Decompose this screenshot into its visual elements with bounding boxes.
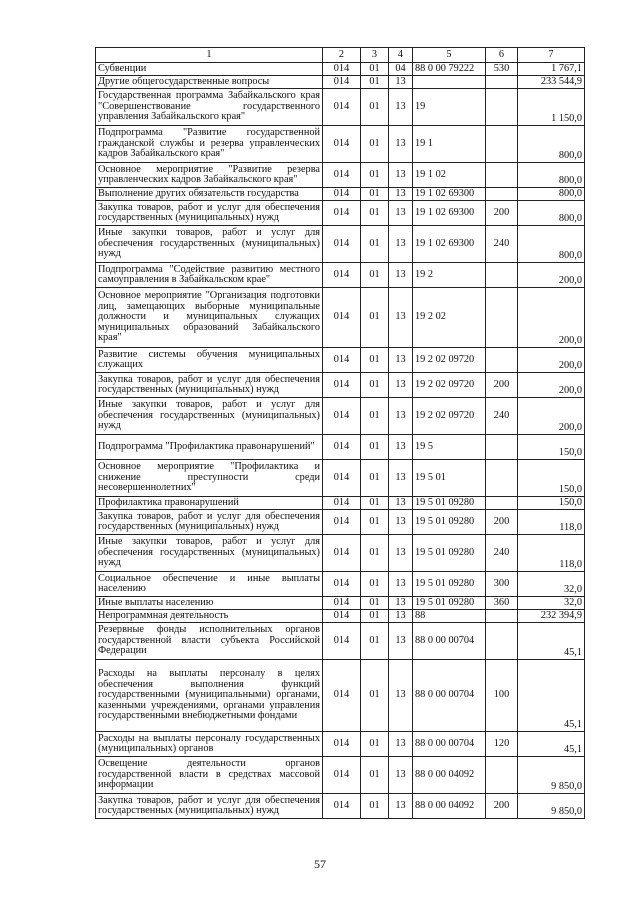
row-name-cell: Подпрограмма "Развитие государственной гражданской службы и резерва управленческих кадров Забайкальского края" — [96, 126, 323, 163]
table-row — [96, 535, 585, 572]
target-article-cell: 19 5 01 09280 — [413, 535, 486, 572]
row-name-cell: Иные закупки товаров, работ и услуг для обеспечения государственных (муниципальных) нужд — [96, 226, 323, 263]
subsection-code-cell: 13 — [389, 572, 413, 597]
row-name-cell: Другие общегосударственные вопросы — [96, 76, 323, 89]
subsection-code-cell: 13 — [389, 435, 413, 460]
target-article-cell: 19 1 02 69300 — [413, 201, 486, 226]
amount-cell: 1 767,1 — [518, 63, 585, 76]
section-code-cell: 01 — [361, 460, 389, 497]
expense-type-cell — [486, 348, 518, 373]
row-name-cell: Основное мероприятие "Организация подготовки лиц, замещающих выборные муниципальные должности и муниципальных служащих муниципальных образований Забайкальского края" — [96, 288, 323, 348]
ministry-code-cell: 014 — [323, 288, 361, 348]
row-name-cell: Иные закупки товаров, работ и услуг для обеспечения государственных (муниципальных) нужд — [96, 398, 323, 435]
row-name-cell: Основное мероприятие "Профилактика и снижение преступности среди несовершеннолетних" — [96, 460, 323, 497]
subsection-code-cell: 04 — [389, 63, 413, 76]
subsection-code-cell: 13 — [389, 398, 413, 435]
header-cell: 3 — [361, 48, 389, 63]
row-name-cell: Расходы на выплаты персоналу государственных (муниципальных) органов — [96, 732, 323, 757]
table-row — [96, 163, 585, 188]
target-article-cell: 88 0 00 00704 — [413, 660, 486, 732]
subsection-code-cell: 13 — [389, 757, 413, 794]
expense-type-cell: 120 — [486, 732, 518, 757]
table-row — [96, 794, 585, 819]
subsection-code-cell: 13 — [389, 510, 413, 535]
table-row — [96, 288, 585, 348]
amount-cell: 200,0 — [518, 348, 585, 373]
expense-type-cell — [486, 89, 518, 126]
target-article-cell: 19 5 01 09280 — [413, 572, 486, 597]
target-article-cell: 88 0 00 79222 — [413, 63, 486, 76]
subsection-code-cell: 13 — [389, 597, 413, 610]
section-code-cell: 01 — [361, 535, 389, 572]
table-row — [96, 623, 585, 660]
section-code-cell: 01 — [361, 126, 389, 163]
subsection-code-cell: 13 — [389, 89, 413, 126]
amount-cell: 45,1 — [518, 660, 585, 732]
section-code-cell: 01 — [361, 373, 389, 398]
amount-cell: 118,0 — [518, 510, 585, 535]
expense-type-cell — [486, 497, 518, 510]
amount-cell: 800,0 — [518, 201, 585, 226]
target-article-cell: 88 0 00 00704 — [413, 623, 486, 660]
ministry-code-cell: 014 — [323, 163, 361, 188]
row-name-cell: Основное мероприятие "Развитие резерва управленческих кадров Забайкальского края" — [96, 163, 323, 188]
subsection-code-cell: 13 — [389, 348, 413, 373]
amount-cell: 32,0 — [518, 597, 585, 610]
expense-type-cell: 100 — [486, 660, 518, 732]
ministry-code-cell: 014 — [323, 188, 361, 201]
expense-type-cell: 200 — [486, 373, 518, 398]
section-code-cell: 01 — [361, 89, 389, 126]
section-code-cell: 01 — [361, 263, 389, 288]
target-article-cell: 88 0 00 04092 — [413, 757, 486, 794]
expense-type-cell: 360 — [486, 597, 518, 610]
row-name-cell: Иные закупки товаров, работ и услуг для обеспечения государственных (муниципальных) нужд — [96, 535, 323, 572]
subsection-code-cell: 13 — [389, 263, 413, 288]
row-name-cell: Социальное обеспечение и иные выплаты населению — [96, 572, 323, 597]
subsection-code-cell: 13 — [389, 497, 413, 510]
table-row — [96, 610, 585, 623]
header-cell: 7 — [518, 48, 585, 63]
section-code-cell: 01 — [361, 597, 389, 610]
ministry-code-cell: 014 — [323, 460, 361, 497]
section-code-cell: 01 — [361, 288, 389, 348]
header-cell: 1 — [96, 48, 323, 63]
section-code-cell: 01 — [361, 572, 389, 597]
ministry-code-cell: 014 — [323, 201, 361, 226]
table-row — [96, 497, 585, 510]
table-row — [96, 263, 585, 288]
target-article-cell: 19 2 02 — [413, 288, 486, 348]
target-article-cell: 88 0 00 00704 — [413, 732, 486, 757]
section-code-cell: 01 — [361, 63, 389, 76]
section-code-cell: 01 — [361, 510, 389, 535]
expense-type-cell: 240 — [486, 535, 518, 572]
amount-cell: 32,0 — [518, 572, 585, 597]
amount-cell: 800,0 — [518, 188, 585, 201]
amount-cell: 150,0 — [518, 460, 585, 497]
section-code-cell: 01 — [361, 226, 389, 263]
ministry-code-cell: 014 — [323, 794, 361, 819]
expense-type-cell — [486, 623, 518, 660]
expense-type-cell: 240 — [486, 398, 518, 435]
expense-type-cell — [486, 76, 518, 89]
row-name-cell: Расходы на выплаты персоналу в целях обеспечения выполнения функций государственными (муниципальными) органами, казенными учреждениями, органами управления государственными внебюджетными фондами — [96, 660, 323, 732]
table-row — [96, 201, 585, 226]
expense-type-cell — [486, 288, 518, 348]
table-row — [96, 126, 585, 163]
section-code-cell: 01 — [361, 660, 389, 732]
amount-cell: 800,0 — [518, 163, 585, 188]
section-code-cell: 01 — [361, 201, 389, 226]
subsection-code-cell: 13 — [389, 535, 413, 572]
table-row — [96, 460, 585, 497]
table-row — [96, 597, 585, 610]
page-number: 57 — [314, 857, 326, 871]
amount-cell: 45,1 — [518, 623, 585, 660]
expense-type-cell — [486, 435, 518, 460]
row-name-cell: Закупка товаров, работ и услуг для обеспечения государственных (муниципальных) нужд — [96, 373, 323, 398]
target-article-cell: 19 5 01 09280 — [413, 597, 486, 610]
subsection-code-cell: 13 — [389, 201, 413, 226]
ministry-code-cell: 014 — [323, 63, 361, 76]
ministry-code-cell: 014 — [323, 497, 361, 510]
row-name-cell: Выполнение других обязательств государства — [96, 188, 323, 201]
ministry-code-cell: 014 — [323, 126, 361, 163]
amount-cell: 118,0 — [518, 535, 585, 572]
target-article-cell: 88 — [413, 610, 486, 623]
row-name-cell: Освещение деятельности органов государственной власти в средствах массовой информации — [96, 757, 323, 794]
amount-cell: 9 850,0 — [518, 794, 585, 819]
table-row — [96, 76, 585, 89]
target-article-cell: 19 5 — [413, 435, 486, 460]
table-row — [96, 732, 585, 757]
target-article-cell: 19 2 — [413, 263, 486, 288]
section-code-cell: 01 — [361, 188, 389, 201]
target-article-cell: 88 0 00 04092 — [413, 794, 486, 819]
target-article-cell: 19 2 02 09720 — [413, 348, 486, 373]
table-row — [96, 188, 585, 201]
expense-type-cell — [486, 757, 518, 794]
row-name-cell: Развитие системы обучения муниципальных служащих — [96, 348, 323, 373]
section-code-cell: 01 — [361, 757, 389, 794]
expense-type-cell: 240 — [486, 226, 518, 263]
ministry-code-cell: 014 — [323, 348, 361, 373]
amount-cell: 232 394,9 — [518, 610, 585, 623]
ministry-code-cell: 014 — [323, 623, 361, 660]
subsection-code-cell: 13 — [389, 623, 413, 660]
expense-type-cell: 200 — [486, 510, 518, 535]
subsection-code-cell: 13 — [389, 794, 413, 819]
subsection-code-cell: 13 — [389, 126, 413, 163]
target-article-cell: 19 5 01 — [413, 460, 486, 497]
target-article-cell: 19 1 — [413, 126, 486, 163]
row-name-cell: Закупка товаров, работ и услуг для обеспечения государственных (муниципальных) нужд — [96, 794, 323, 819]
row-name-cell: Непрограммная деятельность — [96, 610, 323, 623]
header-cell: 4 — [389, 48, 413, 63]
target-article-cell: 19 1 02 69300 — [413, 226, 486, 263]
table-row — [96, 226, 585, 263]
expense-type-cell — [486, 263, 518, 288]
subsection-code-cell: 13 — [389, 660, 413, 732]
ministry-code-cell: 014 — [323, 610, 361, 623]
row-name-cell: Закупка товаров, работ и услуг для обеспечения государственных (муниципальных) нужд — [96, 201, 323, 226]
table-row — [96, 373, 585, 398]
subsection-code-cell: 13 — [389, 373, 413, 398]
amount-cell: 150,0 — [518, 435, 585, 460]
amount-cell: 200,0 — [518, 263, 585, 288]
expense-type-cell: 530 — [486, 63, 518, 76]
ministry-code-cell: 014 — [323, 226, 361, 263]
section-code-cell: 01 — [361, 398, 389, 435]
row-name-cell: Закупка товаров, работ и услуг для обеспечения государственных (муниципальных) нужд — [96, 510, 323, 535]
amount-cell: 233 544,9 — [518, 76, 585, 89]
budget-table — [95, 47, 585, 819]
section-code-cell: 01 — [361, 610, 389, 623]
subsection-code-cell: 13 — [389, 460, 413, 497]
section-code-cell: 01 — [361, 348, 389, 373]
ministry-code-cell: 014 — [323, 732, 361, 757]
table-row — [96, 510, 585, 535]
ministry-code-cell: 014 — [323, 435, 361, 460]
row-name-cell: Субвенции — [96, 63, 323, 76]
expense-type-cell — [486, 460, 518, 497]
subsection-code-cell: 13 — [389, 288, 413, 348]
row-name-cell: Подпрограмма "Содействие развитию местного самоуправления в Забайкальском крае" — [96, 263, 323, 288]
expense-type-cell: 200 — [486, 794, 518, 819]
row-name-cell: Профилактика правонарушений — [96, 497, 323, 510]
expense-type-cell — [486, 163, 518, 188]
amount-cell: 200,0 — [518, 288, 585, 348]
section-code-cell: 01 — [361, 497, 389, 510]
expense-type-cell: 200 — [486, 201, 518, 226]
table-row — [96, 572, 585, 597]
row-name-cell: Подпрограмма "Профилактика правонарушений" — [96, 435, 323, 460]
ministry-code-cell: 014 — [323, 597, 361, 610]
target-article-cell: 19 5 01 09280 — [413, 497, 486, 510]
amount-cell: 200,0 — [518, 373, 585, 398]
amount-cell: 800,0 — [518, 226, 585, 263]
header-row — [96, 48, 585, 63]
subsection-code-cell: 13 — [389, 163, 413, 188]
ministry-code-cell: 014 — [323, 757, 361, 794]
amount-cell: 1 150,0 — [518, 89, 585, 126]
expense-type-cell — [486, 126, 518, 163]
row-name-cell: Резервные фонды исполнительных органов государственной власти субъекта Российской Федерации — [96, 623, 323, 660]
amount-cell: 45,1 — [518, 732, 585, 757]
section-code-cell: 01 — [361, 76, 389, 89]
header-cell: 5 — [413, 48, 486, 63]
row-name-cell: Государственная программа Забайкальского края "Совершенствование государственного управления Забайкальского края" — [96, 89, 323, 126]
subsection-code-cell: 13 — [389, 76, 413, 89]
ministry-code-cell: 014 — [323, 510, 361, 535]
header-cell: 2 — [323, 48, 361, 63]
section-code-cell: 01 — [361, 435, 389, 460]
table-row — [96, 398, 585, 435]
ministry-code-cell: 014 — [323, 660, 361, 732]
target-article-cell — [413, 76, 486, 89]
ministry-code-cell: 014 — [323, 373, 361, 398]
expense-type-cell: 300 — [486, 572, 518, 597]
section-code-cell: 01 — [361, 163, 389, 188]
subsection-code-cell: 13 — [389, 188, 413, 201]
table-row — [96, 435, 585, 460]
target-article-cell: 19 — [413, 89, 486, 126]
expense-type-cell — [486, 610, 518, 623]
subsection-code-cell: 13 — [389, 226, 413, 263]
ministry-code-cell: 014 — [323, 263, 361, 288]
ministry-code-cell: 014 — [323, 89, 361, 126]
target-article-cell: 19 2 02 09720 — [413, 373, 486, 398]
table-row — [96, 89, 585, 126]
target-article-cell: 19 1 02 — [413, 163, 486, 188]
expense-type-cell — [486, 188, 518, 201]
amount-cell: 150,0 — [518, 497, 585, 510]
table-row — [96, 757, 585, 794]
target-article-cell: 19 5 01 09280 — [413, 510, 486, 535]
target-article-cell: 19 2 02 09720 — [413, 398, 486, 435]
subsection-code-cell: 13 — [389, 732, 413, 757]
ministry-code-cell: 014 — [323, 572, 361, 597]
ministry-code-cell: 014 — [323, 76, 361, 89]
amount-cell: 800,0 — [518, 126, 585, 163]
section-code-cell: 01 — [361, 623, 389, 660]
header-cell: 6 — [486, 48, 518, 63]
section-code-cell: 01 — [361, 732, 389, 757]
target-article-cell: 19 1 02 69300 — [413, 188, 486, 201]
section-code-cell: 01 — [361, 794, 389, 819]
ministry-code-cell: 014 — [323, 535, 361, 572]
subsection-code-cell: 13 — [389, 610, 413, 623]
amount-cell: 200,0 — [518, 398, 585, 435]
table-row — [96, 348, 585, 373]
ministry-code-cell: 014 — [323, 398, 361, 435]
row-name-cell: Иные выплаты населению — [96, 597, 323, 610]
table-row — [96, 660, 585, 732]
table-row — [96, 63, 585, 76]
amount-cell: 9 850,0 — [518, 757, 585, 794]
